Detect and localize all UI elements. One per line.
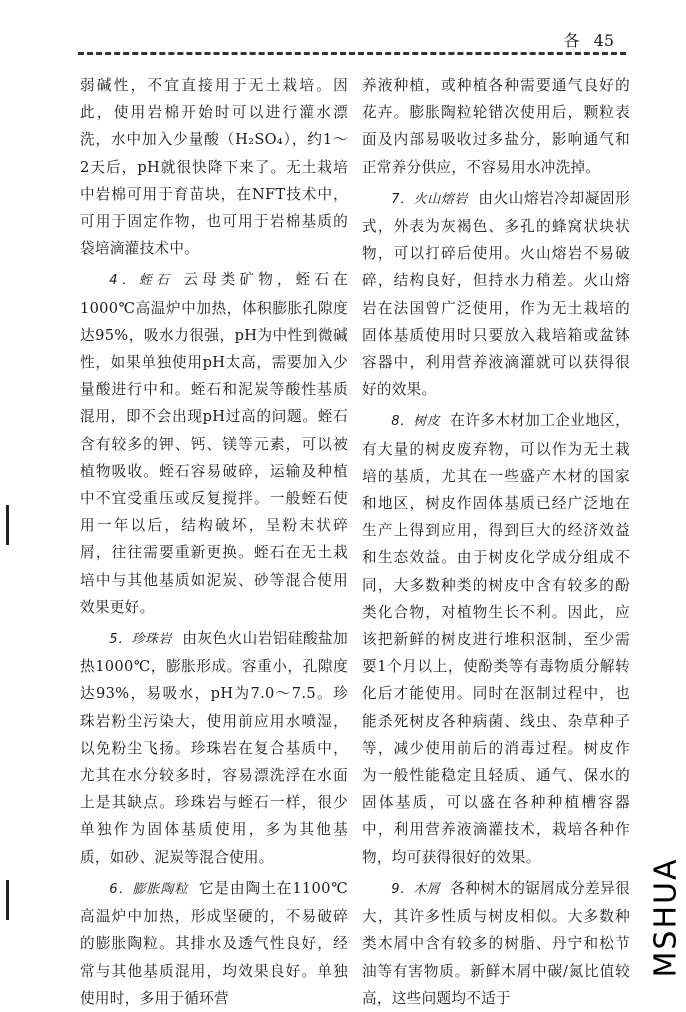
paragraph: 弱碱性，不宜直接用于无土栽培。因此，使用岩棉开始时可以进行灌水漂洗，水中加入少量酸（H₂SO₄），约1～2天后，pH就很快降下来了。无土栽培中岩棉可用于育苗块，在NFT技术中，可用于固定作物，也可用于岩棉基质的袋培滴灌技术中。: [80, 77, 348, 258]
paragraph-lava-rock: [362, 185, 630, 404]
paragraph-body: 云母类矿物，蛭石在1000℃高温炉中加热，体积膨胀孔隙度达95%，吸水力很强，pH为中性到微碱性，如果单独使用pH太高，需要加入少量酸进行中和。蛭石和泥炭等酸性基质混用，即不会出现pH过高的问题。蛭石含有较多的钾、钙、镁等元素，可以被植物吸收。蛭石容易破碎，运输及种植中不宜受重压或反复搅拌。一般蛭石使用一年以后，结构破坏，呈粉末状碎屑，往往需要重新更换。蛭石在无土栽培中与其他基质如泥炭、砂等混合使用效果更好。: [80, 271, 348, 616]
term-heading: 4．蛭石: [109, 273, 173, 289]
page-number: 45: [593, 31, 614, 50]
paragraph-bark: [362, 407, 630, 870]
left-column: [80, 72, 348, 1012]
paragraph-perlite: [80, 625, 348, 871]
paragraph-body: 它是由陶土在1100℃高温炉中加热，形成坚硬的，不易破碎的膨胀陶粒。其排水及透气性良好，经常与其他基质混用，均效果良好。单独使用时，多用于循环营: [80, 879, 348, 1007]
term-heading: 8．树皮: [391, 414, 440, 430]
paragraph-sawdust: [362, 875, 630, 1012]
running-header-label: 各: [563, 31, 580, 50]
watermark: [648, 847, 684, 987]
term-heading: 7．火山熔岩: [391, 191, 469, 207]
paragraph-expanded-clay: [80, 875, 348, 1012]
paragraph-vermiculite: [80, 266, 348, 621]
term-heading: 9．木屑: [391, 881, 440, 897]
paragraph-body: 在许多木材加工企业地区，有大量的树皮废弃物，可以作为无土栽培的基质，尤其在一些盛产木材的国家和地区，树皮作固体基质已经广泛地在生产上得到应用，得到巨大的经济效益和生态效益。由于树皮化学成分组成不同，大多数种类的树皮中含有较多的酚类化合物，对植物生长不利。因此，应该把新鲜的树皮进行堆积沤制，至少需要1个月以上，使酚类等有毒物质分解转化后才能使用。同时在沤制过程中，也能杀死树皮各种病菌、线虫、杂草种子等，减少使用前后的消毒过程。树皮作为一般性能稳定且轻质、通气、保水的固体基质，可以盛在各种种植槽容器中，利用营养液滴灌技术，栽培各种作物，均可获得很好的效果。: [362, 412, 630, 866]
page-header: [564, 28, 614, 50]
paragraph-body: 各种树木的锯屑成分差异很大，其许多性质与树皮相似。大多数种类木屑中含有较多的树脂、丹宁和松节油等有害物质。新鲜木屑中碳/氮比值较高，这些问题均不适于: [362, 879, 630, 1007]
term-heading: 5．珍珠岩: [109, 632, 172, 648]
paragraph-body: 由灰色火山岩铝硅酸盐加热1000℃，膨胀形成。容重小，孔隙度达93%，易吸水，pH为7.0～7.5。珍珠岩粉尘污染大，使用前应用水喷湿，以免粉尘飞扬。珍珠岩在复合基质中，尤其在水分较多时，容易漂洗浮在水面上是其缺点。珍珠岩与蛭石一样，很少单独作为固体基质使用，多为其他基质，如砂、泥炭等混合使用。: [80, 630, 348, 866]
scan-edge-mark: [6, 880, 9, 920]
term-heading: 6．膨胀陶粒: [109, 881, 189, 897]
scan-edge-mark: [6, 505, 9, 545]
paragraph-body: 由火山熔岩冷却凝固形式，外表为灰褐色、多孔的蜂窝状块状物，可以打碎后使用。火山熔岩不易破碎，结构良好，但持水力稍差。火山熔岩在法国曾广泛使用，作为无土栽培的固体基质使用时只要放入栽培箱或盆钵容器中，利用营养液滴灌就可以获得很好的效果。: [362, 189, 630, 399]
watermark-text: MSHUA: [648, 857, 684, 977]
header-rule: [78, 52, 626, 55]
paragraph: 养液种植，或种植各种需要通气良好的花卉。膨胀陶粒轮错次使用后，颗粒表面及内部易吸收过多盐分，影响通气和正常养分供应，不容易用水冲洗掉。: [362, 77, 630, 176]
right-column: [362, 72, 630, 1012]
